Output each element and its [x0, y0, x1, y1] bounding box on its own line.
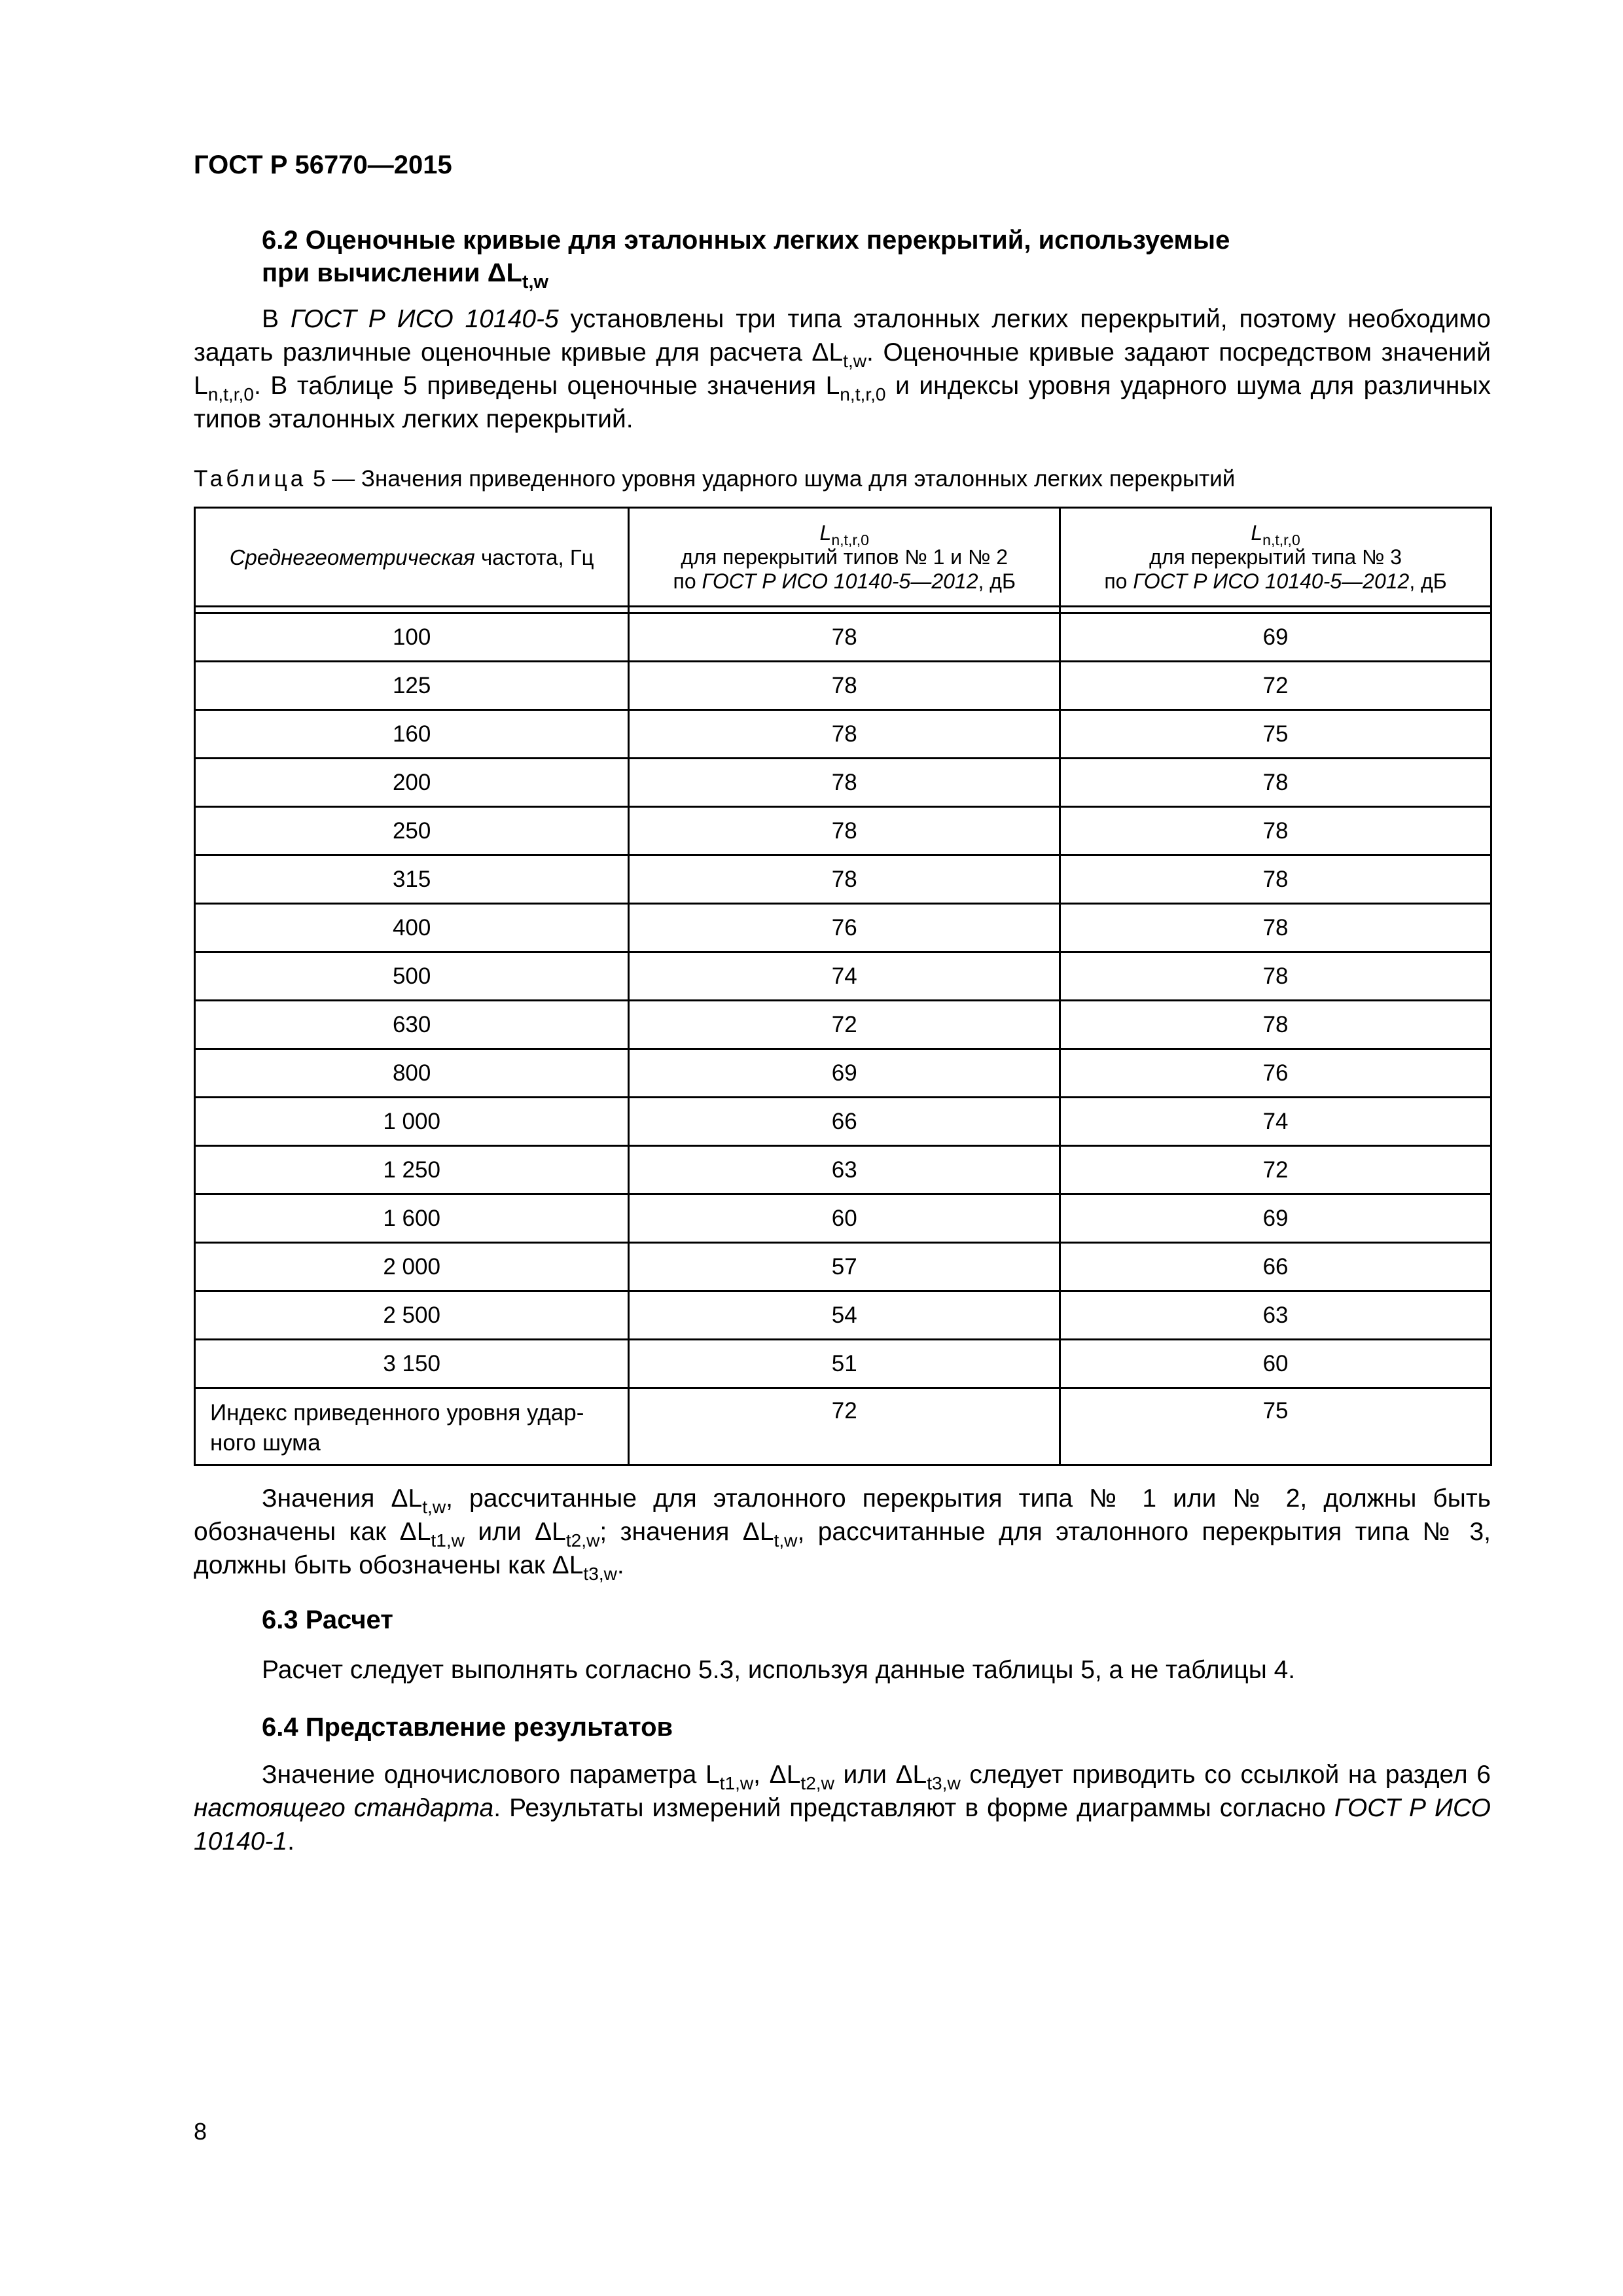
cell-value-type-3: 69 — [1060, 1194, 1491, 1243]
cell-value-type-3: 63 — [1060, 1291, 1491, 1340]
header-ref-line — [635, 569, 1054, 594]
cell-frequency: 800 — [195, 1049, 629, 1098]
header-line: для перекрытий типов № 1 и № 2 — [681, 545, 1008, 569]
text-run: . В таблице 5 приведены оценочные значения L — [253, 372, 840, 400]
table-row — [195, 662, 1491, 710]
cell-value-types-1-2: 78 — [629, 855, 1060, 904]
header-types-1-2 — [629, 508, 1060, 607]
index-label-line: Индекс приведенного уровня удар- — [210, 1400, 584, 1426]
header-text: частота, Гц — [474, 545, 594, 569]
header-type-3 — [1060, 508, 1491, 607]
symbol-L: L — [1251, 520, 1263, 545]
cell-value-type-3: 74 — [1060, 1098, 1491, 1146]
section-6-4-heading: 6.4 Представление результатов — [262, 1713, 673, 1742]
table-row — [195, 710, 1491, 759]
index-label-line: ного шума — [210, 1430, 321, 1456]
cell-frequency: 400 — [195, 904, 629, 952]
text-run: В — [262, 305, 291, 333]
text-run: следует приводить со ссылкой на раздел 6 — [960, 1761, 1491, 1789]
subscript: t2,w — [800, 1772, 834, 1793]
cell-value-types-1-2: 78 — [629, 710, 1060, 759]
cell-value-type-3: 78 — [1060, 759, 1491, 807]
text-run: или ΔL — [464, 1518, 566, 1546]
section-6-3-paragraph — [194, 1653, 1491, 1687]
cell-value-type-3: 72 — [1060, 1146, 1491, 1194]
text-run: Значение одночислового параметра L — [262, 1761, 720, 1789]
cell-frequency: 630 — [195, 1001, 629, 1049]
section-6-2-title-line2 — [262, 257, 1230, 293]
subscript: t,w — [774, 1530, 798, 1551]
symbol-subscript: n,t,r,0 — [1262, 531, 1300, 548]
symbol-subscript: n,t,r,0 — [831, 531, 869, 548]
cell-index-type-3: 75 — [1060, 1388, 1491, 1465]
cell-value-type-3: 69 — [1060, 613, 1491, 662]
cell-index-label — [195, 1388, 629, 1465]
table-row — [195, 1291, 1491, 1340]
text-run: , рассчитанные для эталонного перекрытия типа № 3, должны быть обозначены как ΔL — [194, 1518, 1491, 1579]
cell-value-types-1-2: 78 — [629, 807, 1060, 855]
designation-paragraph — [194, 1482, 1491, 1582]
text-run: Значения ΔL — [262, 1484, 423, 1513]
caption-label: Таблица — [194, 466, 307, 492]
cell-frequency: 1 250 — [195, 1146, 629, 1194]
cell-value-types-1-2: 51 — [629, 1340, 1060, 1388]
cell-frequency: 315 — [195, 855, 629, 904]
header-ref-line — [1066, 569, 1485, 594]
section-6-3-heading: 6.3 Расчет — [262, 1605, 393, 1634]
table-row — [195, 1098, 1491, 1146]
symbol-L: L — [819, 520, 832, 545]
subscript: t1,w — [719, 1772, 754, 1793]
text-run: , рассчитанные для эталонного перекрытия типа № 1 или № 2, должны быть обозначены как ΔL — [194, 1484, 1491, 1546]
table-5 — [194, 507, 1492, 1466]
title-line2-text: при вычислении ΔL — [262, 259, 522, 287]
cell-value-type-3: 78 — [1060, 1001, 1491, 1049]
table-row — [195, 1049, 1491, 1098]
cell-value-types-1-2: 54 — [629, 1291, 1060, 1340]
text-run: и индексы уровня ударного шума для различных типов эталонных легких перекрытий. — [194, 372, 1491, 433]
cell-value-types-1-2: 78 — [629, 759, 1060, 807]
section-6-2-heading — [262, 224, 1230, 293]
header-text-italic: Среднегеометрическая — [229, 545, 475, 569]
subscript: t3,w — [927, 1772, 961, 1793]
table-row — [195, 1194, 1491, 1243]
text-run: Расчет следует выполнять согласно 5.3, используя данные таблицы 5, а не таблицы 4. — [262, 1656, 1296, 1684]
subscript: t,w — [422, 1496, 446, 1517]
section-6-2-title-line1: 6.2 Оценочные кривые для эталонных легких перекрытий, используемые — [262, 226, 1230, 255]
header-symbol — [1066, 520, 1485, 548]
table-row — [195, 1001, 1491, 1049]
caption-number: 5 — [306, 466, 326, 492]
cell-value-types-1-2: 63 — [629, 1146, 1060, 1194]
table-row — [195, 904, 1491, 952]
header-frequency — [195, 508, 629, 607]
text-run: ; значения ΔL — [599, 1518, 774, 1546]
subscript: t2,w — [565, 1530, 600, 1551]
table-row — [195, 1146, 1491, 1194]
text-run: . — [287, 1827, 294, 1856]
text-run: или ΔL — [834, 1761, 927, 1789]
text-run: . — [616, 1551, 624, 1579]
cell-value-type-3: 72 — [1060, 662, 1491, 710]
subscript: n,t,r,0 — [207, 384, 254, 404]
standard-reference: ГОСТ Р ИСО 10140-5—2012 — [1133, 569, 1410, 593]
subscript: t3,w — [583, 1563, 617, 1584]
standard-reference: ГОСТ Р ИСО 10140-1 — [194, 1794, 1491, 1856]
cell-value-type-3: 60 — [1060, 1340, 1491, 1388]
cell-frequency: 250 — [195, 807, 629, 855]
text-run: , ΔL — [753, 1761, 801, 1789]
text-run: . Результаты измерений представляют в форме диаграммы согласно — [493, 1794, 1334, 1822]
unit: , дБ — [978, 569, 1016, 593]
cell-frequency: 1 000 — [195, 1098, 629, 1146]
header-separator — [195, 607, 1491, 613]
header-symbol — [635, 520, 1054, 548]
header-line: для перекрытий типа № 3 — [1149, 545, 1402, 569]
standard-reference: ГОСТ Р ИСО 10140-5 — [290, 305, 559, 333]
table-row — [195, 613, 1491, 662]
cell-index-types-1-2: 72 — [629, 1388, 1060, 1465]
subscript: t1,w — [431, 1530, 465, 1551]
text-run: по — [1104, 569, 1133, 593]
cell-value-types-1-2: 69 — [629, 1049, 1060, 1098]
cell-value-types-1-2: 78 — [629, 662, 1060, 710]
italic-text: настоящего стандарта — [194, 1794, 494, 1822]
table-row — [195, 759, 1491, 807]
page-number: 8 — [194, 2118, 207, 2145]
cell-value-types-1-2: 72 — [629, 1001, 1060, 1049]
cell-frequency: 500 — [195, 952, 629, 1001]
document-code: ГОСТ Р 56770—2015 — [194, 151, 452, 179]
text-run: установлены три типа эталонных легких перекрытий, поэтому необходимо задать различные оценочные кривые для расчета ΔL — [194, 305, 1491, 367]
table-row — [195, 807, 1491, 855]
table-row-index — [195, 1388, 1491, 1465]
section-6-4-paragraph — [194, 1758, 1491, 1858]
section-6-2-paragraph — [194, 302, 1491, 436]
cell-value-types-1-2: 66 — [629, 1098, 1060, 1146]
cell-value-type-3: 78 — [1060, 807, 1491, 855]
cell-frequency: 3 150 — [195, 1340, 629, 1388]
standard-reference: ГОСТ Р ИСО 10140-5—2012 — [702, 569, 978, 593]
table-row — [195, 952, 1491, 1001]
cell-value-type-3: 66 — [1060, 1243, 1491, 1291]
cell-value-types-1-2: 76 — [629, 904, 1060, 952]
table-row — [195, 1340, 1491, 1388]
title-subscript: t,w — [522, 272, 548, 293]
text-run: по — [673, 569, 702, 593]
cell-value-type-3: 78 — [1060, 904, 1491, 952]
cell-value-types-1-2: 74 — [629, 952, 1060, 1001]
cell-value-types-1-2: 60 — [629, 1194, 1060, 1243]
cell-frequency: 2 000 — [195, 1243, 629, 1291]
cell-value-type-3: 76 — [1060, 1049, 1491, 1098]
cell-value-type-3: 78 — [1060, 952, 1491, 1001]
table-5-caption — [194, 466, 1235, 492]
table-row — [195, 1243, 1491, 1291]
cell-frequency: 200 — [195, 759, 629, 807]
unit: , дБ — [1409, 569, 1447, 593]
cell-value-types-1-2: 78 — [629, 613, 1060, 662]
cell-value-types-1-2: 57 — [629, 1243, 1060, 1291]
text-run: . Оценочные кривые задают посредством значений L — [194, 338, 1491, 400]
cell-frequency: 2 500 — [195, 1291, 629, 1340]
cell-frequency: 160 — [195, 710, 629, 759]
subscript: t,w — [843, 350, 867, 371]
table-body — [195, 613, 1491, 1465]
table-header-row — [195, 508, 1491, 607]
cell-value-type-3: 75 — [1060, 710, 1491, 759]
caption-text: — Значения приведенного уровня ударного шума для эталонных легких перекрытий — [325, 466, 1236, 492]
subscript: n,t,r,0 — [840, 384, 886, 404]
table-row — [195, 855, 1491, 904]
cell-frequency: 125 — [195, 662, 629, 710]
cell-frequency: 100 — [195, 613, 629, 662]
cell-frequency: 1 600 — [195, 1194, 629, 1243]
cell-value-type-3: 78 — [1060, 855, 1491, 904]
